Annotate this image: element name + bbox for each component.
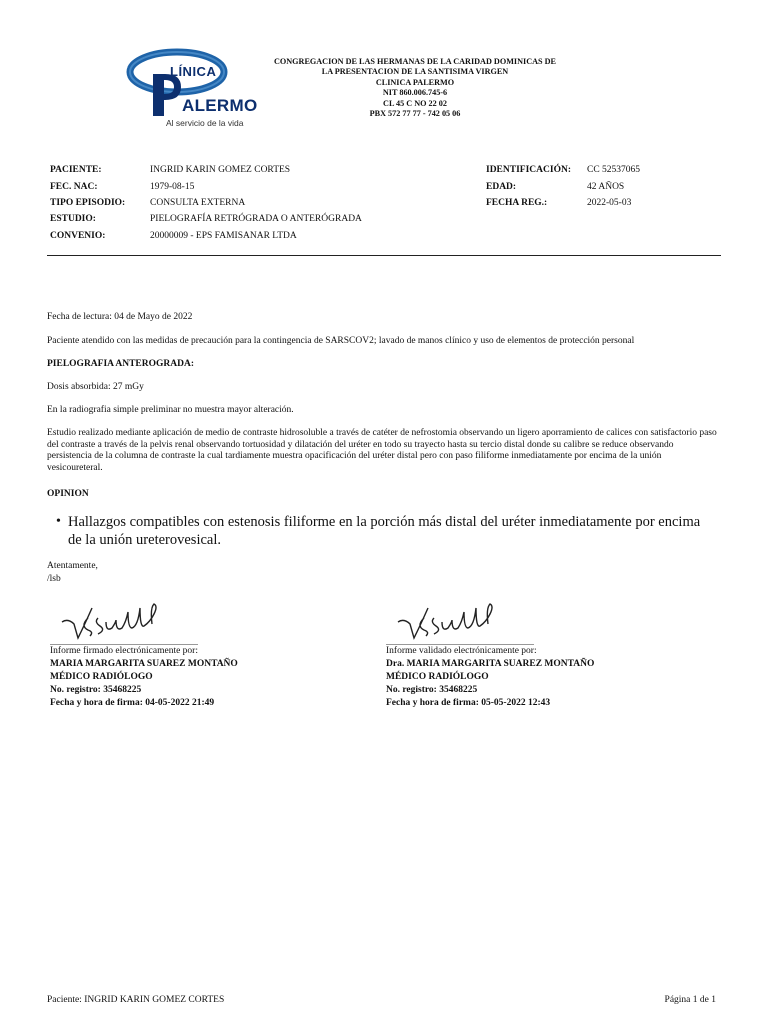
label-identificacion: IDENTIFICACIÓN: — [486, 165, 571, 175]
value-fecha-reg: 2022-05-03 — [587, 198, 632, 208]
signature-1-block — [50, 645, 238, 710]
signature-1-role: MÉDICO RADIÓLOGO — [50, 672, 153, 682]
label-fecha-reg: FECHA REG.: — [486, 198, 548, 208]
label-estudio: ESTUDIO: — [50, 214, 96, 224]
logo-tagline: Al servicio de la vida — [166, 118, 244, 128]
closing-text: Atentamente, — [47, 561, 98, 571]
institution-line-3: CLINICA PALERMO — [375, 77, 455, 87]
signature-2-registro: No. registro: 35468225 — [386, 685, 478, 695]
value-paciente: INGRID KARIN GOMEZ CORTES — [150, 165, 291, 175]
signature-2-fecha: Fecha y hora de firma: 05-05-2022 12:43 — [386, 698, 551, 708]
logo-text-main: ALERMO — [182, 96, 258, 115]
signature-1-caption: Informe firmado electrónicamente por: — [50, 646, 198, 656]
institution-line-2: LA PRESENTACION DE LA SANTISIMA VIRGEN — [321, 67, 509, 77]
initials-text: /lsb — [47, 574, 61, 584]
value-fec-nac: 1979-08-15 — [150, 182, 195, 192]
signature-2-caption: Informe validado electrónicamente por: — [386, 646, 537, 656]
clinic-logo — [125, 44, 260, 132]
signature-1-name: MARIA MARGARITA SUAREZ MONTAÑO — [50, 659, 238, 669]
bullet-icon: • — [56, 514, 61, 529]
study-description: Estudio realizado mediante aplicación de medio de contraste hidrosoluble a través de catéter de nefrostomia observando un ligero aporramiento de calices con satisfactorio paso del contraste a través de la pelvis renal observando tortuosidad y dilatación del uréter en todo su trayecto hasta su tercio distal donde su calibre se reduce observando persistencia de la columna de contraste la cual tardiamente muestra opacificación del uréter distal pero con paso filiforme inmediatamente por encima de la unión vesicoureteral. — [47, 428, 717, 473]
label-paciente: PACIENTE: — [50, 165, 102, 175]
logo-text-top: LÍNICA — [170, 64, 217, 79]
institution-line-4: NIT 860.006.745-6 — [382, 88, 448, 98]
opinion-title: OPINION — [47, 489, 89, 499]
label-tipo-episodio: TIPO EPISODIO: — [50, 198, 126, 208]
value-edad: 42 AÑOS — [587, 182, 625, 192]
institution-line-5: CL 45 C NO 22 02 — [383, 98, 447, 108]
signature-2-block — [386, 645, 594, 710]
value-tipo-episodio: CONSULTA EXTERNA — [150, 198, 246, 208]
signature-1-image — [58, 600, 173, 644]
institution-line-1: CONGREGACION DE LAS HERMANAS DE LA CARIDAD DOMINICAS DE — [273, 57, 557, 66]
footer-page-number: Página 1 de 1 — [664, 995, 716, 1005]
dose-text: Dosis absorbida: 27 mGy — [47, 382, 144, 392]
header-divider — [47, 255, 721, 256]
opinion-item-text: Hallazgos compatibles con estenosis filiforme en la porción más distal del uréter inmediatamente por encima de la unión ureterovesical. — [68, 514, 701, 549]
reading-date: Fecha de lectura: 04 de Mayo de 2022 — [47, 312, 193, 322]
signature-2-role: MÉDICO RADIÓLOGO — [386, 672, 489, 682]
institution-line-6: PBX 572 77 77 - 742 05 06 — [369, 109, 461, 119]
value-convenio: 20000009 - EPS FAMISANAR LTDA — [150, 231, 297, 241]
label-edad: EDAD: — [486, 182, 517, 192]
label-convenio: CONVENIO: — [50, 231, 106, 241]
signature-2-name: Dra. MARIA MARGARITA SUAREZ MONTAÑO — [386, 659, 595, 669]
precautions-note: Paciente atendido con las medidas de precaución para la contingencia de SARSCOV2; lavado de manos clínico y uso de elementos de protección personal — [47, 336, 635, 346]
signature-2-image — [394, 600, 509, 644]
label-fec-nac: FEC. NAC: — [50, 182, 98, 192]
institution-header — [250, 57, 580, 119]
section-title: PIELOGRAFIA ANTEROGRADA: — [47, 359, 194, 369]
signature-1-fecha: Fecha y hora de firma: 04-05-2022 21:49 — [50, 698, 215, 708]
signature-1-registro: No. registro: 35468225 — [50, 685, 142, 695]
preliminary-text: En la radiografia simple preliminar no muestra mayor alteración. — [47, 405, 294, 415]
value-identificacion: CC 52537065 — [587, 165, 641, 175]
opinion-list-item — [56, 513, 708, 550]
value-estudio: PIELOGRAFÍA RETRÓGRADA O ANTERÓGRADA — [150, 214, 362, 224]
footer-patient: Paciente: INGRID KARIN GOMEZ CORTES — [47, 995, 225, 1005]
